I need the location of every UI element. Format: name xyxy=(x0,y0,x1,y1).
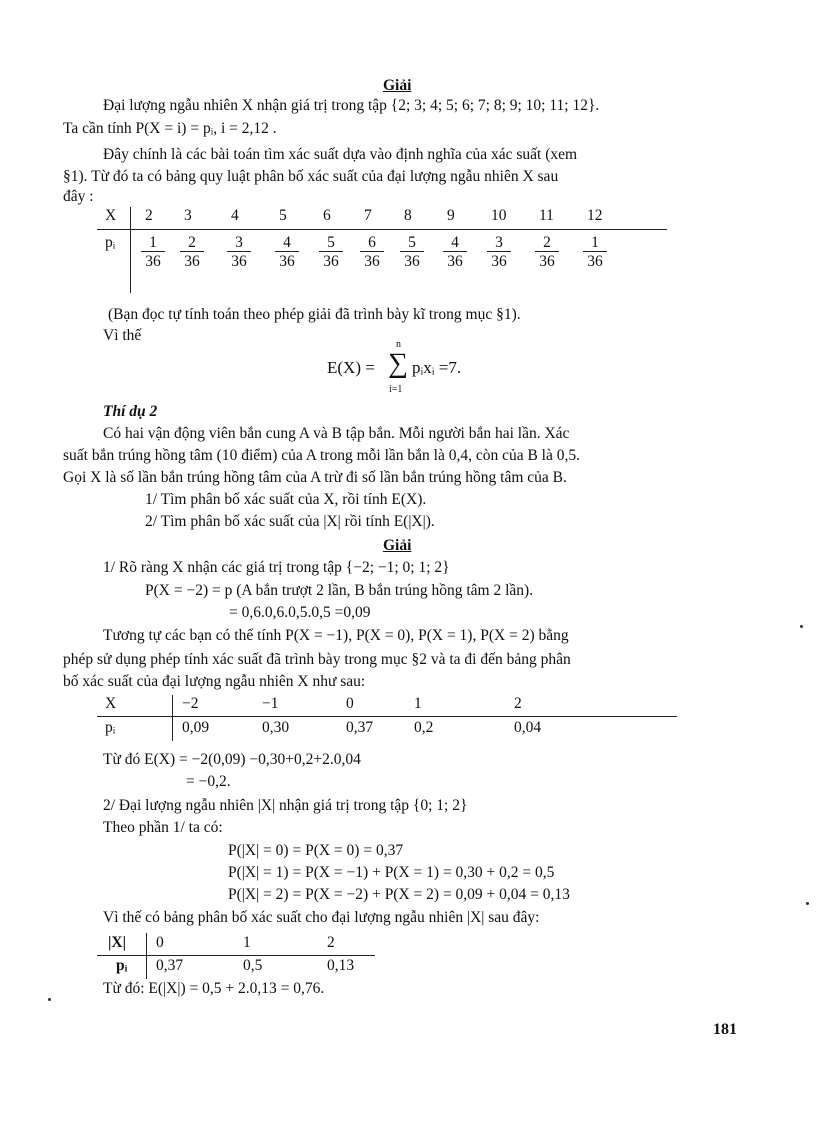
solution-line: P(|X| = 0) = P(X = 0) = 0,37 xyxy=(228,842,404,859)
note-line: (Bạn đọc tự tính toán theo phép giải đã trình bày kĩ trong mục §1). xyxy=(108,306,521,323)
solution-line: = −0,2. xyxy=(186,773,231,790)
table-header-p: pᵢ xyxy=(105,234,116,251)
formula-body: pᵢxᵢ =7. xyxy=(412,358,462,377)
fraction-denominator: 36 xyxy=(364,253,380,270)
paragraph-line: đây : xyxy=(63,188,94,205)
table-header-p: pᵢ xyxy=(116,957,128,974)
scan-speck xyxy=(48,998,51,1001)
question-line: 2/ Tìm phân bố xác suất của |X| rồi tính E(|X|). xyxy=(145,513,435,530)
probability-fraction xyxy=(400,234,424,271)
table-cell-value: 0 xyxy=(156,934,164,951)
table-cell-value: 3 xyxy=(184,207,192,224)
fraction-numerator: 2 xyxy=(535,234,559,252)
table-cell-probability: 0,37 xyxy=(346,719,374,736)
fraction-numerator: 3 xyxy=(227,234,251,252)
table-cell-value: 2 xyxy=(327,934,335,951)
fraction-denominator: 36 xyxy=(539,253,555,270)
table-cell-value: −2 xyxy=(182,695,199,712)
paragraph-line: Vì thế xyxy=(103,327,142,344)
page-number: 181 xyxy=(713,1021,737,1038)
table-cell-probability: 0,5 xyxy=(243,957,263,974)
paragraph-line: suất bắn trúng hồng tâm (10 điểm) của A trong mỗi lần bắn là 0,4, còn của B là 0,5. xyxy=(63,447,580,464)
solution-line: P(X = −2) = p (A bắn trượt 2 lần, B bắn trúng hồng tâm 2 lần). xyxy=(145,582,534,599)
probability-fraction xyxy=(535,234,559,271)
probability-fraction xyxy=(319,234,343,271)
table-cell-value: 12 xyxy=(587,207,603,224)
example-title: Thí dụ 2 xyxy=(103,403,158,420)
table-cell-probability: 0,30 xyxy=(262,719,290,736)
fraction-numerator: 5 xyxy=(400,234,424,252)
solution-line: Từ đó E(X) = −2(0,09) −0,30+0,2+2.0,04 xyxy=(103,751,361,768)
question-line: 1/ Tìm phân bố xác suất của X, rồi tính E(X). xyxy=(145,491,427,508)
table-cell-value: 2 xyxy=(145,207,153,224)
solution-line: P(|X| = 1) = P(X = −1) + P(X = 1) = 0,30 + 0,2 = 0,5 xyxy=(228,864,555,881)
table-cell-value: 8 xyxy=(404,207,412,224)
solution-line: bố xác suất của đại lượng ngẫu nhiên X như sau: xyxy=(63,673,366,690)
solution-line: phép sử dụng phép tính xác suất đã trình bày trong mục §2 và ta đi đến bảng phân xyxy=(63,651,571,668)
scan-speck xyxy=(806,902,809,905)
table-cell-value: −1 xyxy=(262,695,279,712)
solution-line: Vì thế có bảng phân bố xác suất cho đại lượng ngẫu nhiên |X| sau đây: xyxy=(103,909,540,926)
table-divider xyxy=(172,695,173,741)
paragraph-line: Đây chính là các bài toán tìm xác suất dựa vào định nghĩa của xác suất (xem xyxy=(103,146,578,163)
fraction-numerator: 6 xyxy=(360,234,384,252)
fraction-numerator: 1 xyxy=(583,234,607,252)
solution-line: = 0,6.0,6.0,5.0,5 =0,09 xyxy=(229,604,371,621)
paragraph-line: Ta cần tính P(X = i) = pᵢ, i = 2,12 . xyxy=(63,120,277,137)
solution-line: Theo phần 1/ ta có: xyxy=(103,819,223,836)
fraction-denominator: 36 xyxy=(404,253,420,270)
table-cell-probability: 0,2 xyxy=(414,719,434,736)
table-cell-value: 5 xyxy=(279,207,287,224)
table-cell-value: 2 xyxy=(514,695,522,712)
table-cell-value: 10 xyxy=(491,207,507,224)
table-divider xyxy=(97,229,667,230)
table-cell-probability: 0,37 xyxy=(156,957,184,974)
probability-fraction xyxy=(583,234,607,271)
probability-fraction xyxy=(275,234,299,271)
table-header-p: pᵢ xyxy=(105,719,116,736)
fraction-numerator: 1 xyxy=(141,234,165,252)
sum-lower-limit: i=1 xyxy=(389,384,403,395)
solution-heading: Giải xyxy=(383,537,412,554)
table-cell-value: 4 xyxy=(231,207,239,224)
table-cell-value: 11 xyxy=(539,207,554,224)
table-cell-value: 9 xyxy=(447,207,455,224)
probability-fraction xyxy=(141,234,165,271)
table-cell-value: 0 xyxy=(346,695,354,712)
table-cell-value: 1 xyxy=(243,934,251,951)
final-result: Từ đó: E(|X|) = 0,5 + 2.0,13 = 0,76. xyxy=(103,980,325,997)
paragraph-line: Có hai vận động viên bắn cung A và B tập bắn. Mỗi người bắn hai lần. Xác xyxy=(103,425,570,442)
table-header-x: |X| xyxy=(108,934,127,951)
fraction-denominator: 36 xyxy=(491,253,507,270)
fraction-denominator: 36 xyxy=(145,253,161,270)
table-cell-value: 1 xyxy=(414,695,422,712)
fraction-denominator: 36 xyxy=(231,253,247,270)
table-cell-probability: 0,04 xyxy=(514,719,542,736)
fraction-denominator: 36 xyxy=(587,253,603,270)
probability-fraction xyxy=(487,234,511,271)
solution-line: Tương tự các bạn có thể tính P(X = −1), P(X = 0), P(X = 1), P(X = 2) bằng xyxy=(103,627,569,644)
fraction-denominator: 36 xyxy=(323,253,339,270)
table-divider xyxy=(146,933,147,979)
probability-fraction xyxy=(443,234,467,271)
probability-fraction xyxy=(360,234,384,271)
fraction-denominator: 36 xyxy=(184,253,200,270)
table-cell-probability: 0,09 xyxy=(182,719,210,736)
probability-fraction xyxy=(227,234,251,271)
table-divider xyxy=(130,207,131,293)
table-cell-value: 6 xyxy=(323,207,331,224)
fraction-numerator: 4 xyxy=(275,234,299,252)
paragraph-line: §1). Từ đó ta có bảng quy luật phân bố xác suất của đại lượng ngẫu nhiên X sau xyxy=(63,168,559,185)
paragraph-line: Gọi X là số lần bắn trúng hồng tâm của A trừ đi số lần bắn trúng hồng tâm của B. xyxy=(63,469,567,486)
solution-line: P(|X| = 2) = P(X = −2) + P(X = 2) = 0,09 + 0,04 = 0,13 xyxy=(228,886,570,903)
table-cell-value: 7 xyxy=(364,207,372,224)
table-cell-probability: 0,13 xyxy=(327,957,355,974)
table-header-x: X xyxy=(105,695,117,712)
paragraph-line: Đại lượng ngẫu nhiên X nhận giá trị trong tập {2; 3; 4; 5; 6; 7; 8; 9; 10; 11; 12}. xyxy=(103,97,600,114)
solution-heading: Giải xyxy=(383,77,412,94)
table-divider xyxy=(97,955,375,956)
sum-upper-limit: n xyxy=(396,339,401,350)
fraction-numerator: 3 xyxy=(487,234,511,252)
fraction-numerator: 5 xyxy=(319,234,343,252)
table-header-x: X xyxy=(105,207,117,224)
solution-line: 2/ Đại lượng ngẫu nhiên |X| nhận giá trị trong tập {0; 1; 2} xyxy=(103,797,468,814)
scan-speck xyxy=(800,625,803,628)
sum-sign: ∑ xyxy=(388,348,408,379)
fraction-denominator: 36 xyxy=(447,253,463,270)
fraction-numerator: 2 xyxy=(180,234,204,252)
fraction-numerator: 4 xyxy=(443,234,467,252)
formula-lhs: E(X) = xyxy=(327,358,375,377)
probability-fraction xyxy=(180,234,204,271)
solution-line: 1/ Rõ ràng X nhận các giá trị trong tập {−2; −1; 0; 1; 2} xyxy=(103,559,450,576)
table-divider xyxy=(97,716,677,717)
fraction-denominator: 36 xyxy=(279,253,295,270)
